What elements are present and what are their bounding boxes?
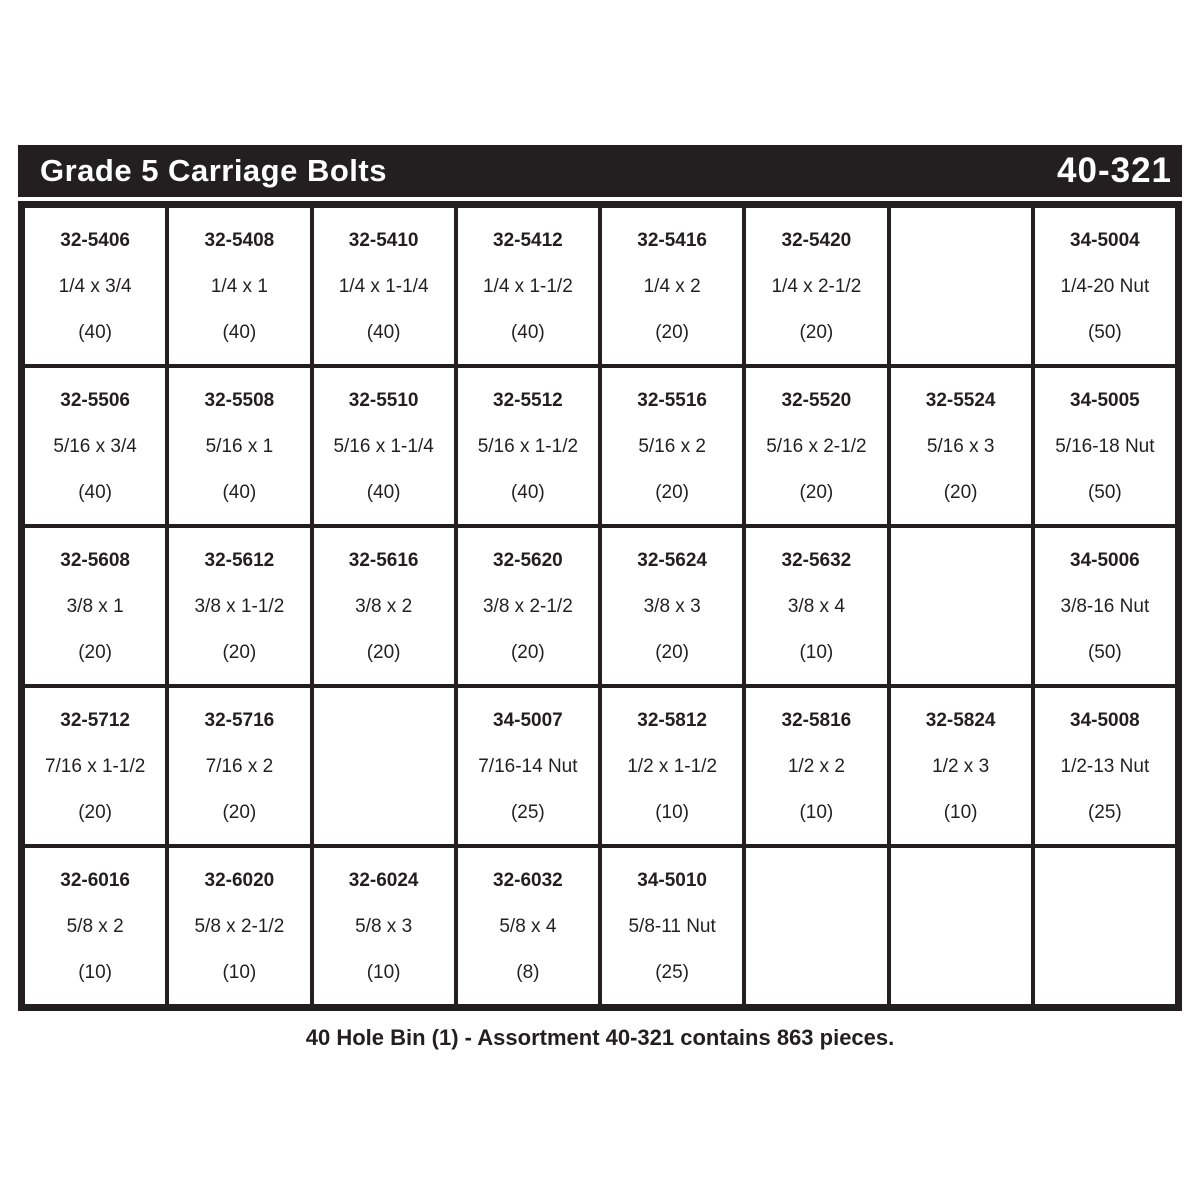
quantity: (40) (510, 322, 545, 343)
quantity: (25) (655, 962, 690, 983)
bin-cell (458, 208, 598, 364)
footer-caption: 40 Hole Bin (1) - Assortment 40-321 contains 863 pieces. (305, 1025, 895, 1050)
part-number: 32-5620 (493, 550, 563, 571)
bin-cell (1035, 688, 1175, 844)
bolt-size: 7/16 x 2 (205, 756, 274, 777)
bin-cell (1035, 528, 1175, 684)
bolt-size: 3/8 x 1 (66, 596, 124, 617)
bolt-size: 7/16-14 Nut (478, 756, 578, 777)
quantity: (20) (655, 642, 690, 663)
bolt-size: 1/4 x 1 (210, 276, 268, 297)
quantity: (50) (1087, 642, 1122, 663)
bolt-size: 1/2 x 2 (787, 756, 845, 777)
quantity: (20) (222, 802, 257, 823)
bolt-size: 5/16 x 2 (638, 436, 706, 457)
part-number: 34-5007 (493, 710, 563, 731)
part-number: 32-6024 (348, 870, 419, 891)
assortment-grid (18, 201, 1182, 1011)
quantity: (25) (510, 802, 545, 823)
bin-cell (169, 368, 309, 524)
bolt-size: 1/2 x 3 (932, 756, 990, 777)
part-number: 32-5506 (60, 390, 130, 411)
bolt-size: 1/2-13 Nut (1060, 756, 1150, 777)
bolt-size: 5/16 x 1 (205, 436, 274, 457)
bin-cell (25, 528, 165, 684)
quantity: (20) (655, 482, 690, 503)
bin-cell (25, 848, 165, 1004)
bin-cell-empty (746, 848, 886, 1004)
bolt-size: 1/4 x 1-1/4 (338, 276, 429, 297)
bin-cell (602, 208, 742, 364)
bin-cell (746, 208, 886, 364)
bolt-size: 3/8 x 2-1/2 (482, 596, 573, 617)
bin-cell (1035, 208, 1175, 364)
quantity: (8) (516, 962, 540, 983)
bin-cell (891, 368, 1031, 524)
bolt-size: 1/4 x 2 (643, 276, 701, 297)
bolt-size: 1/4 x 1-1/2 (482, 276, 573, 297)
quantity: (20) (78, 802, 113, 823)
quantity: (40) (78, 482, 113, 503)
part-number: 32-5824 (925, 710, 996, 731)
quantity: (40) (78, 322, 113, 343)
bolt-size: 3/8 x 4 (787, 596, 845, 617)
quantity: (20) (799, 482, 834, 503)
quantity: (40) (222, 482, 257, 503)
bin-cell-empty (1035, 848, 1175, 1004)
bolt-size: 3/8 x 1-1/2 (194, 596, 285, 617)
bin-cell (458, 528, 598, 684)
part-number: 34-5005 (1070, 390, 1140, 411)
bin-cell-empty (891, 848, 1031, 1004)
quantity: (20) (655, 322, 690, 343)
bin-cell-empty (891, 208, 1031, 364)
bolt-size: 5/16 x 3 (926, 436, 995, 457)
quantity: (20) (943, 482, 978, 503)
bolt-size: 1/4 x 2-1/2 (771, 276, 862, 297)
part-number: 32-5410 (348, 230, 419, 251)
page-title: Grade 5 Carriage Bolts (40, 153, 387, 188)
part-number: 32-6016 (60, 870, 130, 891)
bin-cell (169, 208, 309, 364)
part-number: 32-5408 (204, 230, 275, 251)
bin-cell (169, 848, 309, 1004)
quantity: (20) (78, 642, 113, 663)
bolt-size: 5/8 x 3 (355, 916, 413, 937)
quantity: (50) (1087, 322, 1122, 343)
part-number: 34-5010 (637, 870, 707, 891)
bin-cell (602, 848, 742, 1004)
bin-cell (1035, 368, 1175, 524)
bolt-size: 3/8-16 Nut (1060, 596, 1150, 617)
assortment-code: 40-321 (1057, 151, 1172, 190)
quantity: (20) (510, 642, 545, 663)
bolt-size: 5/16 x 1-1/4 (333, 436, 434, 457)
bolt-size: 3/8 x 2 (355, 596, 413, 617)
part-number: 32-5412 (493, 230, 563, 251)
bolt-size: 7/16 x 1-1/2 (44, 756, 146, 777)
quantity: (10) (799, 642, 834, 663)
bin-cell (746, 368, 886, 524)
part-number: 32-5524 (925, 390, 996, 411)
bin-cell (314, 368, 454, 524)
bin-cell (169, 688, 309, 844)
bin-cell (314, 208, 454, 364)
bin-cell (314, 848, 454, 1004)
bolt-size: 1/4-20 Nut (1060, 276, 1150, 297)
bolt-size: 5/8 x 4 (499, 916, 557, 937)
part-number: 32-5716 (204, 710, 275, 731)
part-number: 32-5712 (60, 710, 130, 731)
bin-cell (602, 368, 742, 524)
part-number: 34-5006 (1070, 550, 1140, 571)
part-number: 32-5516 (637, 390, 707, 411)
bolt-size: 5/8 x 2 (66, 916, 124, 937)
quantity: (10) (222, 962, 257, 983)
bin-cell (458, 368, 598, 524)
part-number: 32-5508 (204, 390, 275, 411)
bolt-size: 5/16-18 Nut (1055, 436, 1155, 457)
assortment-card (18, 145, 1182, 1011)
quantity: (25) (1087, 802, 1122, 823)
part-number: 34-5008 (1070, 710, 1140, 731)
bin-cell (25, 368, 165, 524)
part-number: 32-6020 (204, 870, 275, 891)
bolt-size: 5/16 x 2-1/2 (766, 436, 867, 457)
part-number: 32-5632 (781, 550, 852, 571)
part-number: 32-5624 (637, 550, 707, 571)
part-number: 32-5816 (781, 710, 852, 731)
part-number: 32-5520 (781, 390, 852, 411)
bolt-size: 1/4 x 3/4 (58, 276, 132, 297)
quantity: (50) (1087, 482, 1122, 503)
quantity: (10) (799, 802, 834, 823)
bin-cell (746, 528, 886, 684)
bin-cell (746, 688, 886, 844)
part-number: 34-5004 (1070, 230, 1140, 251)
part-number: 32-5406 (60, 230, 130, 251)
quantity: (10) (943, 802, 978, 823)
part-number: 32-5612 (204, 550, 275, 571)
bin-cell-empty (891, 528, 1031, 684)
bin-cell (458, 848, 598, 1004)
part-number: 32-5510 (348, 390, 419, 411)
bolt-size: 5/8 x 2-1/2 (194, 916, 285, 937)
quantity: (40) (222, 322, 257, 343)
bin-cell-empty (314, 688, 454, 844)
bin-cell (314, 528, 454, 684)
quantity: (20) (799, 322, 834, 343)
bolt-size: 5/8-11 Nut (628, 916, 716, 937)
bin-cell (25, 688, 165, 844)
quantity: (20) (366, 642, 401, 663)
bin-cell (602, 528, 742, 684)
quantity: (10) (78, 962, 113, 983)
bin-cell (458, 688, 598, 844)
bolt-size: 3/8 x 3 (643, 596, 701, 617)
quantity: (40) (366, 322, 401, 343)
part-number: 32-5512 (493, 390, 563, 411)
quantity: (40) (366, 482, 401, 503)
part-number: 32-5812 (637, 710, 707, 731)
quantity: (20) (222, 642, 257, 663)
bin-cell (891, 688, 1031, 844)
part-number: 32-5608 (60, 550, 130, 571)
quantity: (10) (655, 802, 690, 823)
bin-cell (602, 688, 742, 844)
bin-cell (25, 208, 165, 364)
part-number: 32-6032 (493, 870, 563, 891)
bin-cell (169, 528, 309, 684)
bolt-size: 5/16 x 1-1/2 (477, 436, 579, 457)
header-bar (18, 145, 1182, 197)
quantity: (10) (366, 962, 401, 983)
quantity: (40) (510, 482, 545, 503)
bolt-size: 1/2 x 1-1/2 (627, 756, 718, 777)
part-number: 32-5416 (637, 230, 707, 251)
bolt-size: 5/16 x 3/4 (53, 436, 137, 457)
part-number: 32-5420 (781, 230, 852, 251)
part-number: 32-5616 (348, 550, 419, 571)
